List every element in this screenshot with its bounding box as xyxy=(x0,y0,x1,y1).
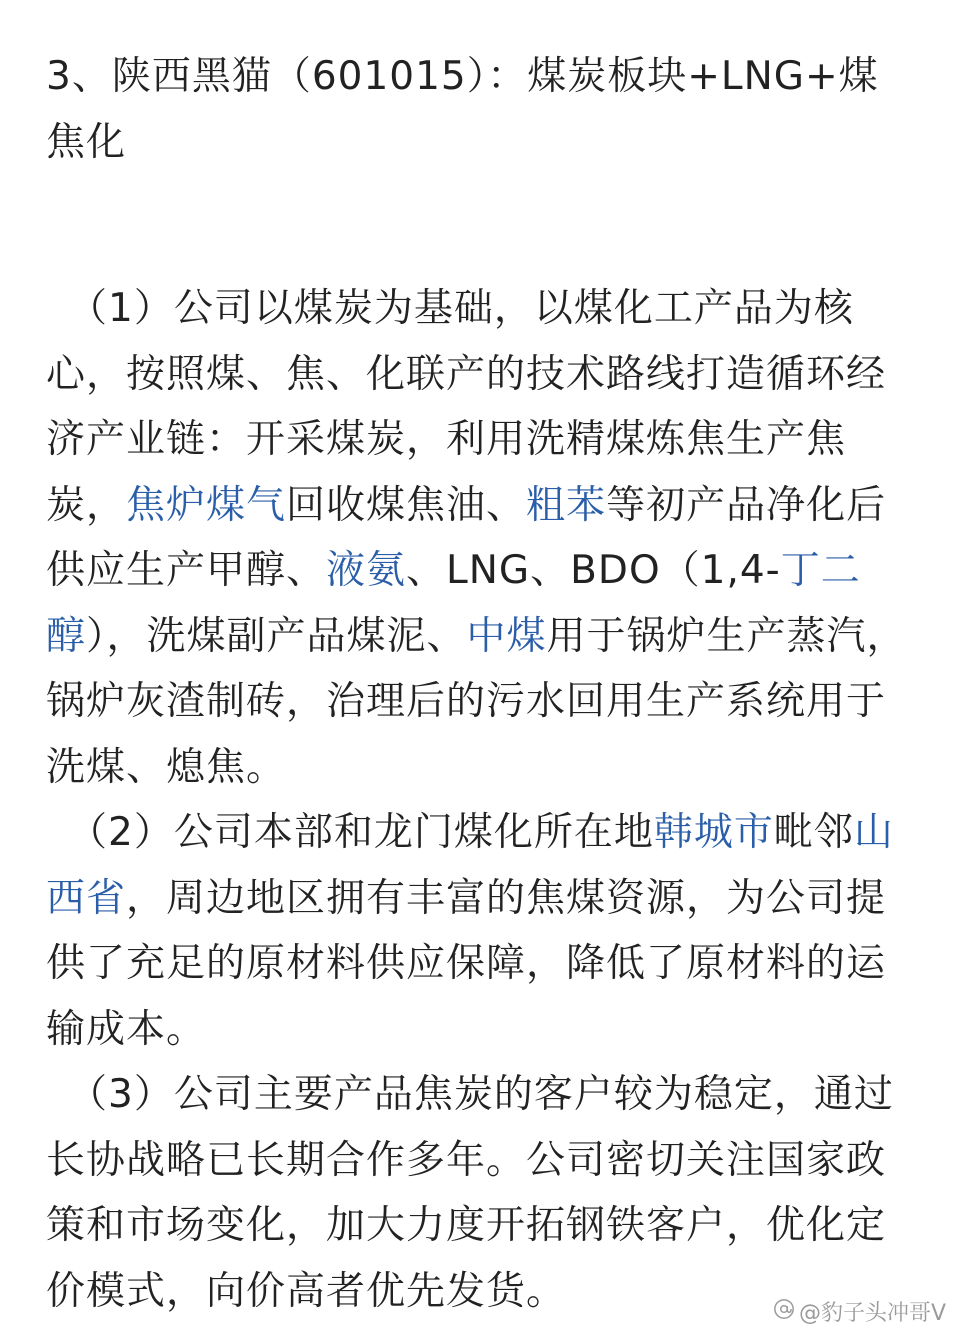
p1-text-2: 回收煤焦油、 xyxy=(286,482,527,528)
p1-text-3: 等初产品净化后供应生产甲醇、 xyxy=(46,482,887,593)
paragraph-1 xyxy=(46,276,918,800)
link-liquid-ammonia[interactable]: 液氨 xyxy=(326,548,407,593)
paragraph-spacer xyxy=(46,175,918,276)
watermark-text: @豹子头冲哥V xyxy=(798,1301,946,1326)
at-symbol-icon xyxy=(773,1298,795,1320)
p2-text-3: ，周边地区拥有丰富的焦煤资源，为公司提供了充足的原材料供应保障，降低了原材料的运输成本。 xyxy=(46,875,887,1052)
p3-text-1: （3）公司主要产品焦炭的客户较为稳定，通过长协战略已长期合作多年。公司密切关注国家政策和市场变化，加大力度开拓钢铁客户，优化定价模式，向价高者优先发货。 xyxy=(46,1072,894,1314)
p1-text-4: 、LNG、BDO（1,4- xyxy=(406,548,781,593)
p2-text-2: 毗邻 xyxy=(773,810,854,855)
link-coke-oven-gas[interactable]: 焦炉煤气 xyxy=(126,482,287,528)
paragraph-2 xyxy=(46,800,918,1062)
link-shanxi-province[interactable]: 山西省 xyxy=(46,810,894,921)
link-middlings-coal[interactable]: 中煤 xyxy=(466,613,547,659)
weibo-watermark xyxy=(773,1296,946,1327)
paragraph-3 xyxy=(46,1062,918,1324)
p1-text-1: （1）公司以煤炭为基础，以煤化工产品为核心，按照煤、焦、化联产的技术路线打造循环经济产业链：开采煤炭，利用洗精煤炼焦生产焦炭， xyxy=(46,286,887,528)
link-crude-benzene[interactable]: 粗苯 xyxy=(526,482,607,528)
p2-text-1: （2）公司本部和龙门煤化所在地 xyxy=(68,810,654,855)
weibo-at-icon xyxy=(773,1298,795,1326)
p1-text-6: 用于锅炉生产蒸汽，锅炉灰渣制砖，治理后的污水回用生产系统用于洗煤、熄焦。 xyxy=(46,613,907,790)
link-hancheng-city[interactable]: 韩城市 xyxy=(653,810,774,855)
p1-text-5: ），洗煤副产品煤泥、 xyxy=(86,613,467,659)
article-heading: 3、陕西黑猫（601015）：煤炭板块+LNG+煤焦化 xyxy=(46,54,879,165)
link-butanediol[interactable]: 丁二醇 xyxy=(46,548,861,659)
article-body xyxy=(46,44,918,1324)
